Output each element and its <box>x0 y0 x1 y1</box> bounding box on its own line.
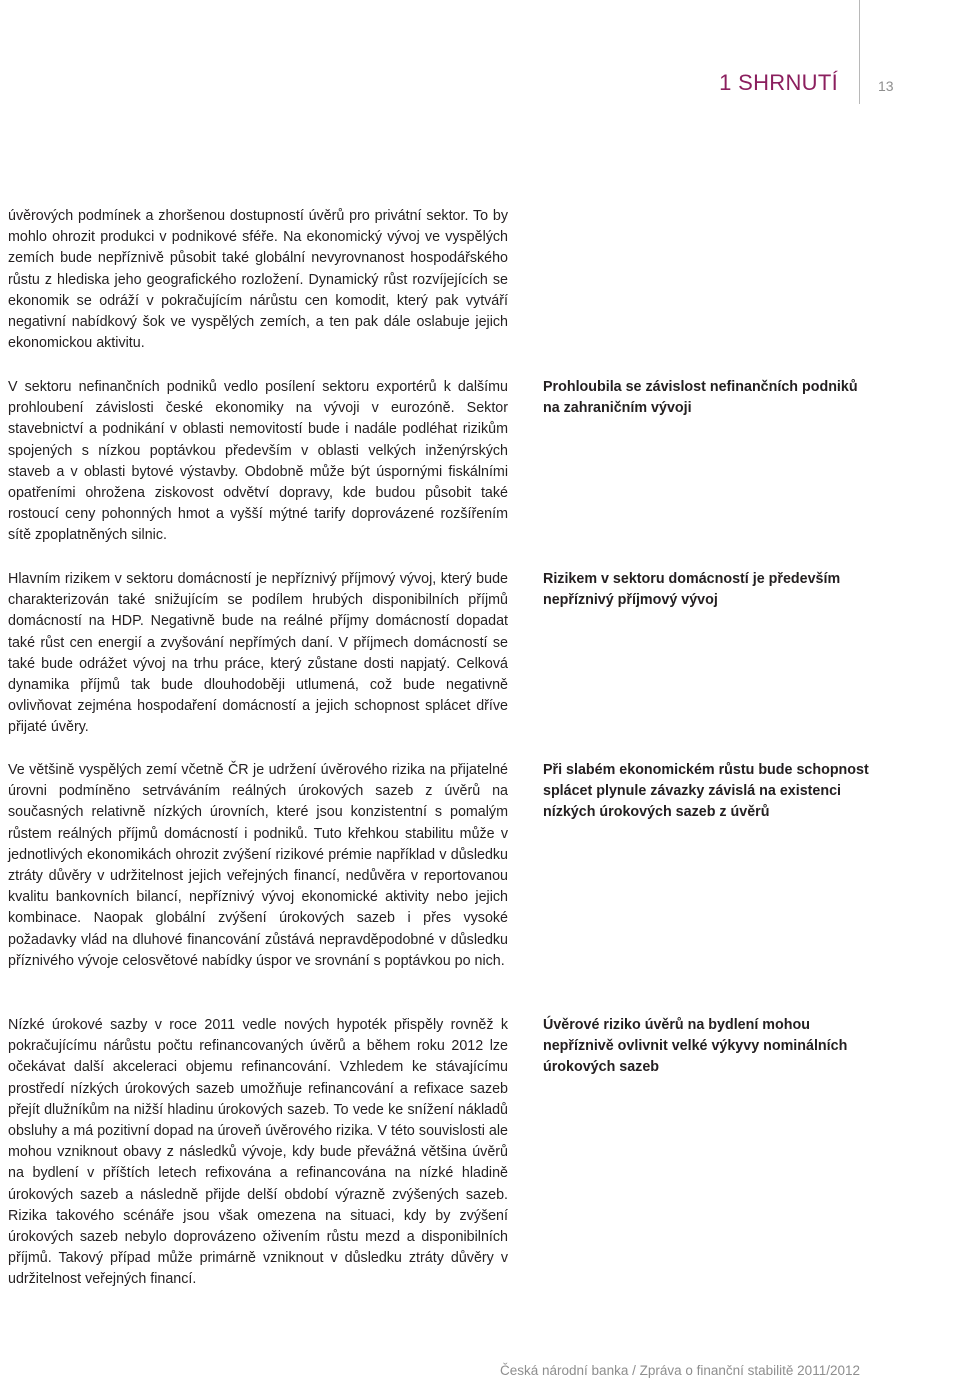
section-title: 1 SHRNUTÍ <box>719 70 838 95</box>
page-footer: Česká národní banka / Zpráva o finanční stabilitě 2011/2012 <box>500 1363 860 1378</box>
side-note-1: Prohloubila se závislost nefinančních podniků na zahraničním vývoji <box>543 379 858 417</box>
body-paragraph-2: V sektoru nefinančních podniků vedlo posílení sektoru exportérů k dalšímu prohloubení závislosti české ekonomiky na vývoji v eurozóně. Sektor stavebnictví a podnikání v oblasti nemovitostí bude i nadále podléhat rizikům spojených s nízkou poptávkou především v oblasti velkých inženýrských staveb a v oblasti bytové výstavby. Obdobně může být úspornými fiskálními opatřeními ohrožena ziskovost odvětví dopravy, kde budou působit také rostoucí ceny pohonných hmot a vyšší mýtné tarify doprovázené rozšířením sítě zpoplatněných silnic. <box>8 379 508 544</box>
side-note-4: Úvěrové riziko úvěrů na bydlení mohou nepříznivě ovlivnit velké výkyvy nominálních úrokových sazeb <box>543 1017 848 1076</box>
body-paragraph-5: Nízké úrokové sazby v roce 2011 vedle nových hypoték přispěly rovněž k pokračujícímu nárůstu počtu refinancovaných úvěrů a během roku 2012 lze očekávat další akceleraci objemu refinancování. Vzhledem ke stávajícímu prostředí nízkých úrokových sazeb umožňuje refinancování a refixace sazeb přejít dlužníkům na nižší hladinu úrokových sazeb. To vede ke snížení nákladů obsluhy a má pozitivní dopad na úroveň úvěrového rizika. V této souvislosti ale mohou vzniknout obavy z následků vývoje, kdy bude převážná většina úvěrů na bydlení v příštích letech refixována a refinancována na nízké hladině úrokových sazeb a následně přijde delší období výrazně zvýšených sazeb. Rizika takového scénáře jsou však omezena na situaci, kdy by zvýšení úrokových sazeb nebylo doprovázeno oživením růstu mezd a disponibilních příjmů. Takový případ může primárně vzniknout v důsledku ztráty důvěry v udržitelnost veřejných financí. <box>8 1017 508 1288</box>
side-note-3: Při slabém ekonomickém růstu bude schopnost splácet plynule závazky závislá na existenci nízkých úrokových sazeb z úvěrů <box>543 762 869 821</box>
body-paragraph-1: úvěrových podmínek a zhoršenou dostupností úvěrů pro privátní sektor. To by mohlo ohrozit produkci v podnikové sféře. Na ekonomický vývoj ve vyspělých zemích bude nepříznivě působit také globální nevyrovnanost hospodářského růstu z hlediska jeho geografického rozložení. Dynamický růst rozvíjejících se ekonomik se odráží v pokračujícím nárůstu cen komodit, který pak vytváří negativní nabídkový šok ve vyspělých zemích, a ten pak dále oslabuje jejich ekonomickou aktivitu. <box>8 208 508 352</box>
header-divider <box>859 0 860 104</box>
body-paragraph-4: Ve většině vyspělých zemí včetně ČR je udržení úvěrového rizika na přijatelné úrovni podmíněno setrváváním reálných úrokových sazeb z úvěrů na současných relativně nízkých úrovních, které jsou konzistentní s pomalým růstem reálných příjmů domácností i podniků. Tuto křehkou stabilitu může v jednotlivých ekonomikách ohrozit zvýšení rizikové prémie například v důsledku ztráty důvěry v udržitelnost jejich veřejných financí, nedůvěra v reportovanou kvalitu bankovních bilancí, nepříznivý vývoj ekonomické aktivity nebo jejich kombinace. Naopak globální zvýšení úrokových sazeb i přes vysoké požadavky vlád na dluhové financování zůstává nepravděpodobné v důsledku příznivého vývoje celosvětové nabídky úspor ve srovnání s poptávkou po nich. <box>8 762 508 969</box>
body-paragraph-3: Hlavním rizikem v sektoru domácností je nepříznivý příjmový vývoj, který bude charakterizován také snižujícím se podílem hrubých disponibilních příjmů domácností na HDP. Negativně bude na reálné příjmy domácností dopadat také růst cen energií a zvyšování nepřímých daní. V příjmech domácností se také bude odrážet vývoj na trhu práce, který zůstane dosti napjatý. Celková dynamika příjmů tak bude dlouhodoběji utlumená, což bude negativně ovlivňovat zejména hospodaření domácností a jejich schopnost splácet dříve přijaté úvěry. <box>8 571 508 736</box>
page-number: 13 <box>878 78 894 94</box>
side-note-2: Rizikem v sektoru domácností je především nepříznivý příjmový vývoj <box>543 571 841 609</box>
